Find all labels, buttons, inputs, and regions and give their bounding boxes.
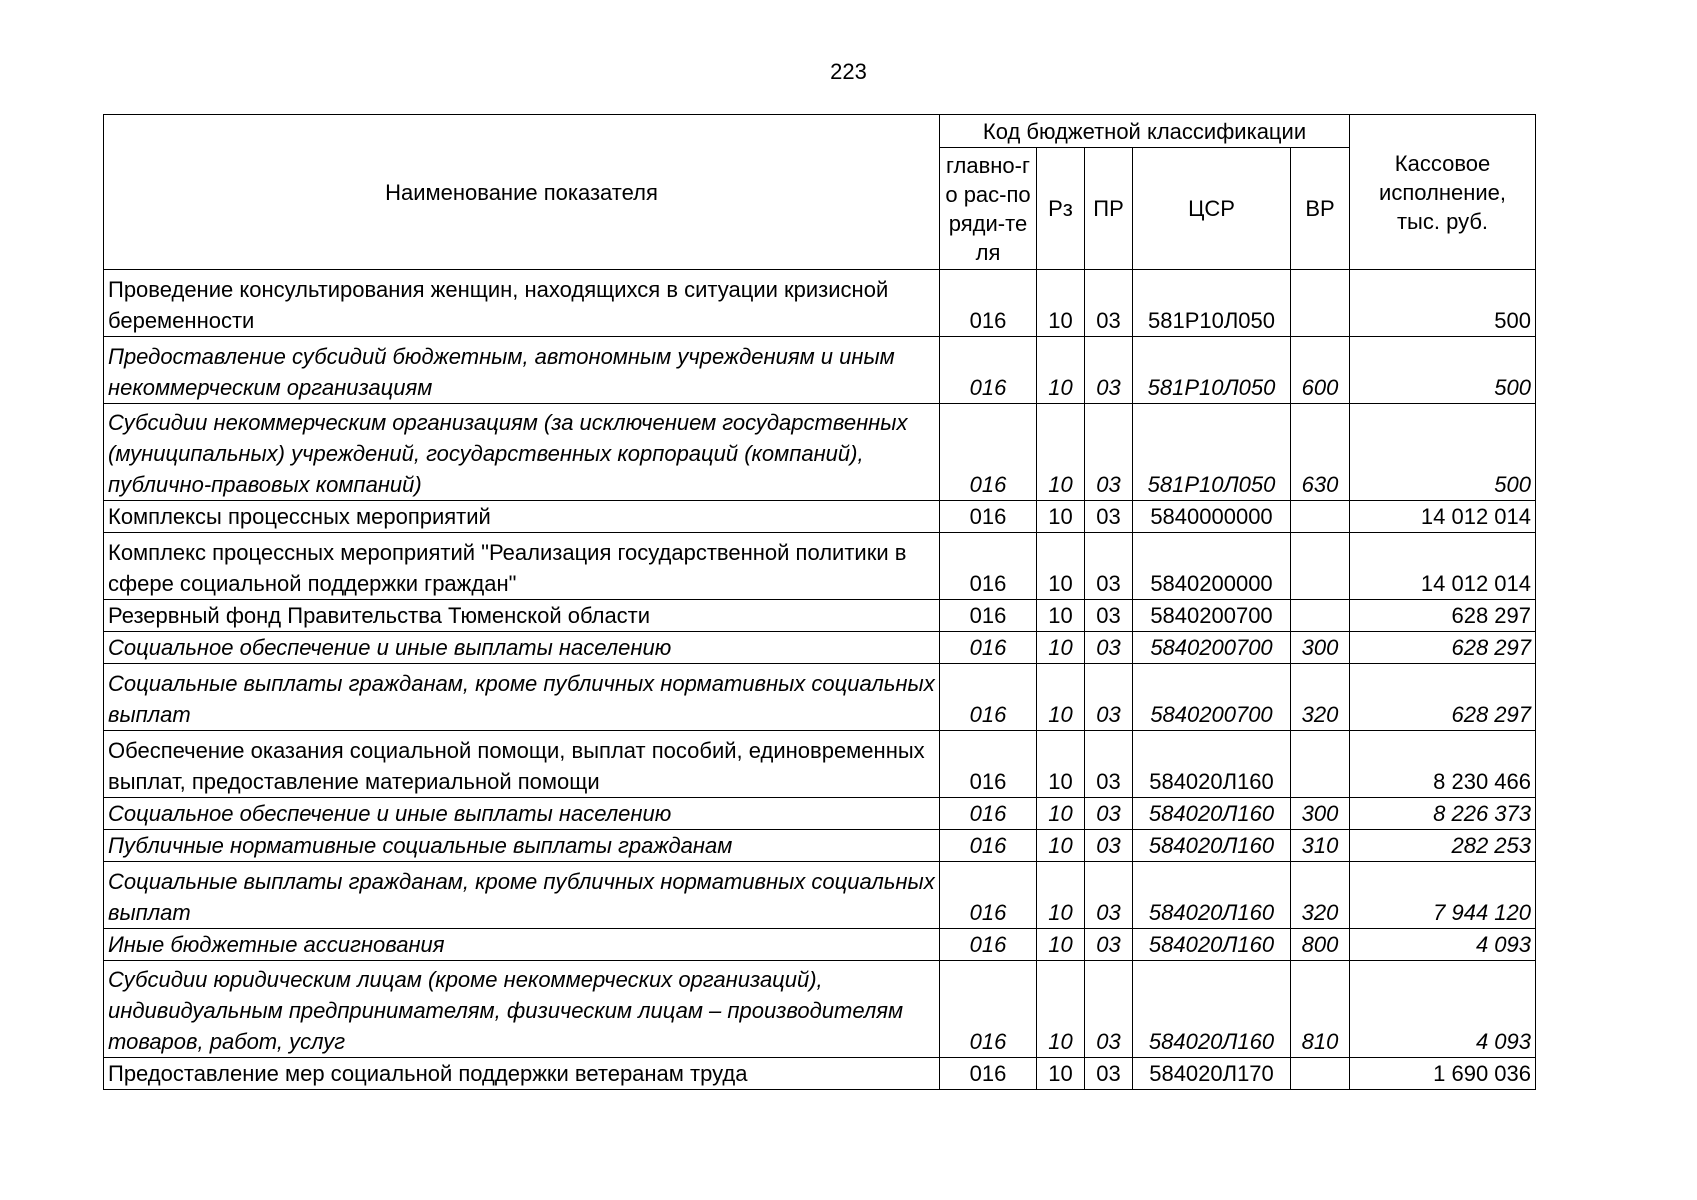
row-target-item: 584020Л160 (1133, 961, 1291, 1058)
row-amount: 1 690 036 (1350, 1058, 1536, 1090)
row-chief-administrator: 016 (940, 664, 1037, 731)
row-target-item: 584020Л160 (1133, 731, 1291, 798)
row-target-item: 584020Л160 (1133, 830, 1291, 862)
row-subsection: 03 (1085, 664, 1133, 731)
row-section: 10 (1037, 1058, 1085, 1090)
row-expense-type (1291, 731, 1350, 798)
row-name: Проведение консультирования женщин, находящихся в ситуации кризисной беременности (104, 270, 940, 337)
row-section: 10 (1037, 337, 1085, 404)
row-subsection: 03 (1085, 862, 1133, 929)
header-chief-administrator-label: главно-го рас-поряди-теля (945, 152, 1031, 265)
row-chief-administrator: 016 (940, 270, 1037, 337)
row-section: 10 (1037, 404, 1085, 501)
row-expense-type: 300 (1291, 798, 1350, 830)
row-name: Социальное обеспечение и иные выплаты населению (104, 798, 940, 830)
row-amount: 7 944 120 (1350, 862, 1536, 929)
row-chief-administrator: 016 (940, 337, 1037, 404)
row-name: Социальные выплаты гражданам, кроме публичных нормативных социальных выплат (104, 664, 940, 731)
row-name: Комплекс процессных мероприятий "Реализация государственной политики в сфере социальной поддержки граждан" (104, 533, 940, 600)
row-expense-type: 320 (1291, 664, 1350, 731)
row-amount: 500 (1350, 270, 1536, 337)
row-amount: 8 226 373 (1350, 798, 1536, 830)
row-section: 10 (1037, 961, 1085, 1058)
row-expense-type: 800 (1291, 929, 1350, 961)
table-row (104, 830, 1536, 862)
row-amount: 4 093 (1350, 961, 1536, 1058)
row-amount: 628 297 (1350, 632, 1536, 664)
row-name: Субсидии некоммерческим организациям (за исключением государственных (муниципальных) учреждений, государственных корпораций (компаний), публично-правовых компаний) (104, 404, 940, 501)
row-amount: 8 230 466 (1350, 731, 1536, 798)
row-amount: 14 012 014 (1350, 533, 1536, 600)
table-row (104, 961, 1536, 1058)
row-amount: 282 253 (1350, 830, 1536, 862)
row-expense-type (1291, 501, 1350, 533)
row-amount: 500 (1350, 337, 1536, 404)
header-section: Рз (1037, 148, 1085, 270)
table-body (104, 270, 1536, 1090)
row-expense-type: 630 (1291, 404, 1350, 501)
table-row (104, 929, 1536, 961)
row-expense-type (1291, 600, 1350, 632)
table-row (104, 632, 1536, 664)
header-subsection: ПР (1085, 148, 1133, 270)
budget-table (103, 114, 1536, 1090)
row-expense-type: 300 (1291, 632, 1350, 664)
row-target-item: 581Р10Л050 (1133, 337, 1291, 404)
table-row (104, 731, 1536, 798)
row-amount: 14 012 014 (1350, 501, 1536, 533)
row-chief-administrator: 016 (940, 533, 1037, 600)
table-row (104, 664, 1536, 731)
header-budget-code-group: Код бюджетной классификации (940, 115, 1350, 148)
row-expense-type (1291, 270, 1350, 337)
page-number: 223 (830, 59, 867, 84)
row-expense-type: 320 (1291, 862, 1350, 929)
row-subsection: 03 (1085, 1058, 1133, 1090)
row-expense-type: 310 (1291, 830, 1350, 862)
row-expense-type (1291, 1058, 1350, 1090)
header-cash-execution (1350, 115, 1536, 270)
row-chief-administrator: 016 (940, 600, 1037, 632)
row-amount: 628 297 (1350, 600, 1536, 632)
row-subsection: 03 (1085, 533, 1133, 600)
row-target-item: 5840200700 (1133, 600, 1291, 632)
row-chief-administrator: 016 (940, 501, 1037, 533)
row-section: 10 (1037, 632, 1085, 664)
row-subsection: 03 (1085, 929, 1133, 961)
table-row (104, 501, 1536, 533)
row-section: 10 (1037, 664, 1085, 731)
table-row (104, 270, 1536, 337)
header-chief-administrator (940, 148, 1037, 270)
row-chief-administrator: 016 (940, 632, 1037, 664)
row-target-item: 581Р10Л050 (1133, 270, 1291, 337)
table-row (104, 600, 1536, 632)
row-name: Социальные выплаты гражданам, кроме публичных нормативных социальных выплат (104, 862, 940, 929)
row-section: 10 (1037, 600, 1085, 632)
row-subsection: 03 (1085, 600, 1133, 632)
row-section: 10 (1037, 731, 1085, 798)
row-chief-administrator: 016 (940, 1058, 1037, 1090)
header-name: Наименование показателя (104, 115, 940, 270)
row-amount: 628 297 (1350, 664, 1536, 731)
row-subsection: 03 (1085, 404, 1133, 501)
header-cash-execution-label: Кассовое исполнение, тыс. руб. (1379, 150, 1506, 234)
row-section: 10 (1037, 798, 1085, 830)
row-chief-administrator: 016 (940, 862, 1037, 929)
row-name: Обеспечение оказания социальной помощи, выплат пособий, единовременных выплат, предоставление материальной помощи (104, 731, 940, 798)
table-row (104, 533, 1536, 600)
row-subsection: 03 (1085, 270, 1133, 337)
row-amount: 4 093 (1350, 929, 1536, 961)
row-chief-administrator: 016 (940, 404, 1037, 501)
row-target-item: 5840200000 (1133, 533, 1291, 600)
table-row (104, 1058, 1536, 1090)
table-row (104, 404, 1536, 501)
row-name: Иные бюджетные ассигнования (104, 929, 940, 961)
row-target-item: 584020Л160 (1133, 929, 1291, 961)
row-section: 10 (1037, 533, 1085, 600)
table-row (104, 337, 1536, 404)
row-section: 10 (1037, 501, 1085, 533)
row-target-item: 584020Л160 (1133, 798, 1291, 830)
row-subsection: 03 (1085, 337, 1133, 404)
row-name: Предоставление субсидий бюджетным, автономным учреждениям и иным некоммерческим организациям (104, 337, 940, 404)
row-target-item: 584020Л160 (1133, 862, 1291, 929)
row-chief-administrator: 016 (940, 961, 1037, 1058)
row-subsection: 03 (1085, 798, 1133, 830)
header-expense-type: ВР (1291, 148, 1350, 270)
row-chief-administrator: 016 (940, 798, 1037, 830)
row-target-item: 5840000000 (1133, 501, 1291, 533)
row-expense-type (1291, 533, 1350, 600)
row-name: Публичные нормативные социальные выплаты гражданам (104, 830, 940, 862)
row-name: Социальное обеспечение и иные выплаты населению (104, 632, 940, 664)
row-subsection: 03 (1085, 632, 1133, 664)
row-name: Субсидии юридическим лицам (кроме некоммерческих организаций), индивидуальным предпринимателям, физическим лицам – производителям товаров, работ, услуг (104, 961, 940, 1058)
row-amount: 500 (1350, 404, 1536, 501)
row-chief-administrator: 016 (940, 830, 1037, 862)
row-name: Резервный фонд Правительства Тюменской области (104, 600, 940, 632)
table-header (104, 115, 1536, 270)
row-target-item: 584020Л170 (1133, 1058, 1291, 1090)
table-row (104, 862, 1536, 929)
header-target-item: ЦСР (1133, 148, 1291, 270)
row-expense-type: 600 (1291, 337, 1350, 404)
row-section: 10 (1037, 830, 1085, 862)
row-target-item: 5840200700 (1133, 632, 1291, 664)
row-expense-type: 810 (1291, 961, 1350, 1058)
row-chief-administrator: 016 (940, 929, 1037, 961)
table-row (104, 798, 1536, 830)
row-target-item: 581Р10Л050 (1133, 404, 1291, 501)
row-subsection: 03 (1085, 501, 1133, 533)
row-subsection: 03 (1085, 961, 1133, 1058)
row-subsection: 03 (1085, 830, 1133, 862)
row-subsection: 03 (1085, 731, 1133, 798)
row-section: 10 (1037, 862, 1085, 929)
row-section: 10 (1037, 929, 1085, 961)
row-section: 10 (1037, 270, 1085, 337)
row-name: Комплексы процессных мероприятий (104, 501, 940, 533)
row-chief-administrator: 016 (940, 731, 1037, 798)
row-name: Предоставление мер социальной поддержки ветеранам труда (104, 1058, 940, 1090)
row-target-item: 5840200700 (1133, 664, 1291, 731)
